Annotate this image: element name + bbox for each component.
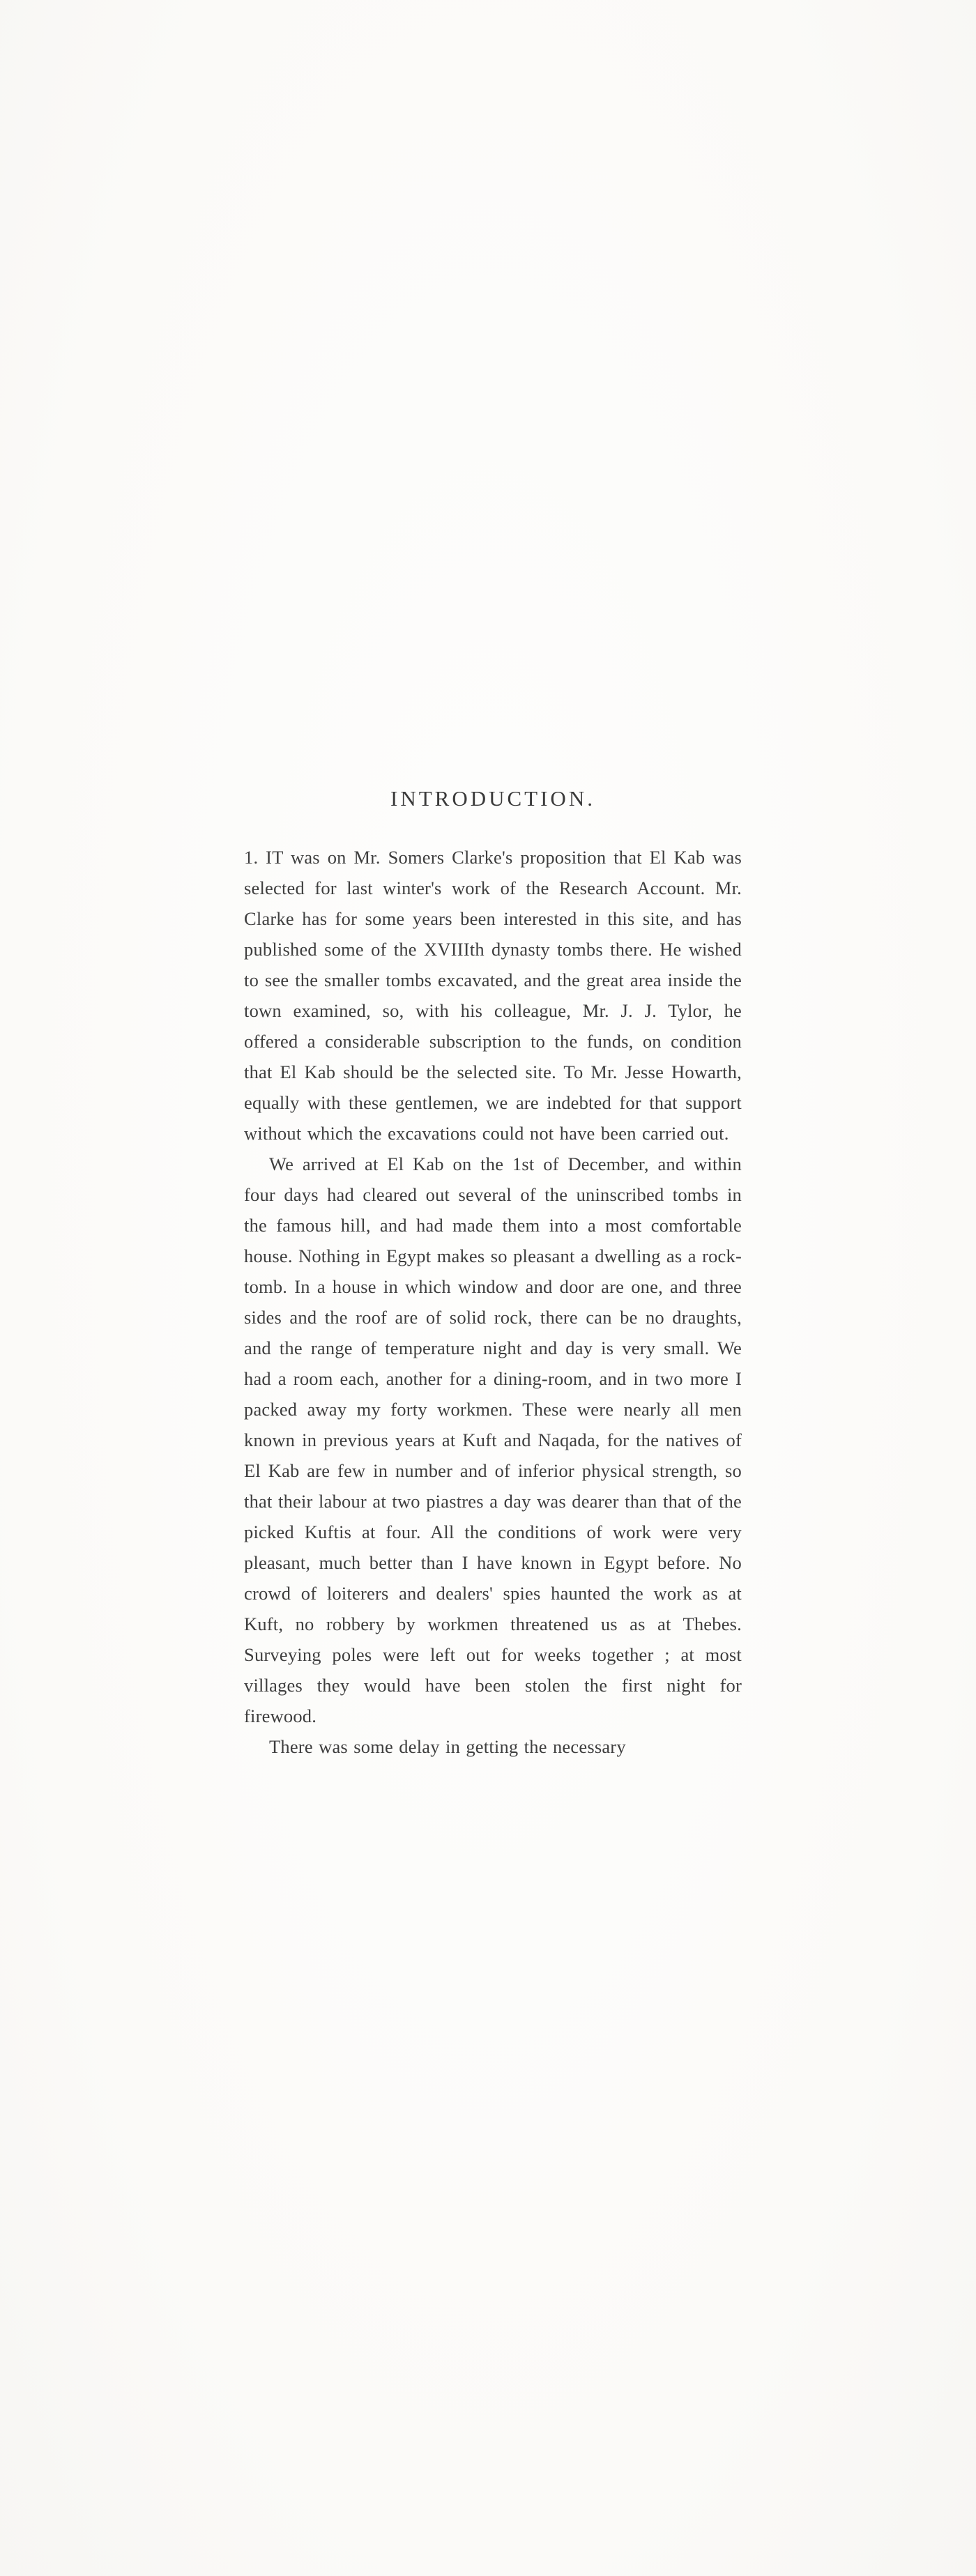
paragraph-3: There was some delay in getting the necessary [269,1736,626,1757]
chapter-heading: INTRODUCTION. [390,786,595,811]
paragraph-2: We arrived at El Kab on the 1st of December, and within four days had cleared out several of the uninscribed tombs in the famous hill, and had made them into a most comfortable house. Nothing in Egypt makes so pleasant a dwelling as a rock-tomb. In a house in which window and door are one, and three sides and the roof are of solid rock, there can be no draughts, and the range of temperature night and day is very small. We had a room each, another for a dining-room, and in two more I packed away my forty workmen. These were nearly all men known in previous years at Kuft and Naqada, for the natives of El Kab are few in number and of inferior physical strength, so that their labour at two piastres a day was dearer than that of the picked Kuftis at four. All the conditions of work were very pleasant, much better than I have known in Egypt before. No crowd of loiterers and dealers' spies haunted the work as at Kuft, no robbery by workmen threatened us as at Thebes. Surveying poles were left out for weeks together ; at most villages they would have been stolen the first night for firewood. [244,1153,742,1726]
paragraph-1: 1. IT was on Mr. Somers Clarke's proposition that El Kab was selected for last winter's work of the Research Account. Mr. Clarke has for some years been interested in this site, and has published some of the XVIIIth dynasty tombs there. He wished to see the smaller tombs excavated, and the great area inside the town examined, so, with his colleague, Mr. J. J. Tylor, he offered a considerable subscription to the funds, on condition that El Kab should be the selected site. To Mr. Jesse Howarth, equally with these gentlemen, we are indebted for that support without which the excavations could not have been carried out. [244,847,742,1144]
page-content [244,786,742,1762]
